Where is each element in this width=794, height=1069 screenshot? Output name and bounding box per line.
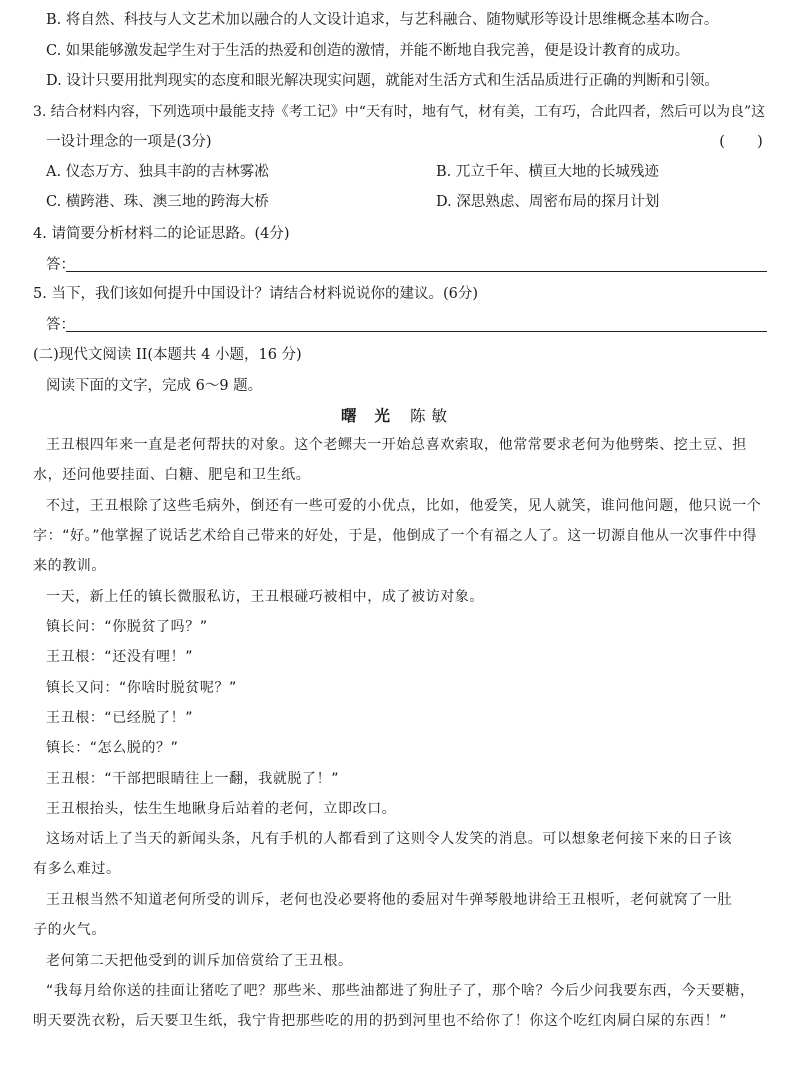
q3-option-d: D. 深思熟虑、周密布局的探月计划 [436,194,660,210]
story-title-text: 曙光 [340,406,408,425]
q3-stem-line1: 3. 结合材料内容，下列选项中最能支持《考工记》中“天有时，地有气，材有美，工有巧，合此四者，然后可以为良”这 [33,104,766,120]
q3-stem-line2: 一设计理念的一项是(3分) [46,134,212,150]
q3-option-a: A. 仪态万方、独具丰韵的吉林雾凇 [46,164,269,180]
story-line: 镇长又问：“你啥时脱贫呢？” [46,680,237,696]
story-title [0,405,794,427]
story-line: 老何第二天把他受到的训斥加倍赏给了王丑根。 [46,953,353,969]
story-line: 镇长：“怎么脱的？” [46,740,179,756]
story-line: 镇长问：“你脱贫了吗？” [46,619,208,635]
q5-answer-line[interactable] [66,331,767,332]
story-line: 这场对话上了当天的新闻头条，凡有手机的人都看到了这则令人发笑的消息。可以想象老何接下来的日子该 [46,831,733,847]
q3-answer-bracket[interactable]: ( ) [719,134,763,150]
story-line: 王丑根：“干部把眼睛往上一翻，我就脱了！” [46,771,340,787]
story-line: 子的火气。 [33,922,106,938]
story-line: 王丑根抬头，怯生生地瞅身后站着的老何，立即改口。 [46,801,397,817]
q4-answer-label: 答： [46,257,75,273]
q2-option-d: D. 设计只要用批判现实的态度和眼光解决现实问题，就能对生活方式和生活品质进行正确的判断和引领。 [46,73,719,89]
story-line: 王丑根：“已经脱了！” [46,710,194,726]
story-author: 陈敏 [410,407,454,425]
q4-answer-line[interactable] [66,271,767,272]
story-line: 王丑根当然不知道老何所受的训斥，老何也没必要将他的委屈对牛弹琴般地讲给王丑根听，老何就窝了一肚 [46,892,733,908]
story-line: 来的教训。 [33,558,106,574]
q3-option-b: B. 兀立千年、横亘大地的长城残迹 [436,164,659,180]
q5-answer-label: 答： [46,317,75,333]
story-line: 字：“好。”他掌握了说话艺术给自己带来的好处，于是，他倒成了一个有福之人了。这一切源自他从一次事件中得 [33,528,758,544]
section-instruction: 阅读下面的文字，完成 6～9 题。 [46,378,263,394]
story-line: 有多么难过。 [33,861,121,877]
story-line: 王丑根四年来一直是老何帮扶的对象。这个老鳏夫一开始总喜欢索取，他常常要求老何为他劈柴、挖土豆、担 [46,437,747,453]
story-line: 明天要洗衣粉，后天要卫生纸，我宁肯把那些吃的用的扔到河里也不给你了！你这个吃红肉屙白屎的东西！” [33,1013,728,1029]
story-line: 一天，新上任的镇长微服私访，王丑根碰巧被相中，成了被访对象。 [46,589,484,605]
q5-stem: 5. 当下，我们该如何提升中国设计？请结合材料说说你的建议。(6分) [33,286,478,302]
section-heading: (二)现代文阅读 II(本题共 4 小题，16 分) [33,347,302,363]
story-line: 不过，王丑根除了这些毛病外，倒还有一些可爱的小优点，比如，他爱笑，见人就笑，谁问他问题，他只说一个 [46,498,762,514]
q2-option-c: C. 如果能够激发起学生对于生活的热爱和创造的激情，并能不断地自我完善，便是设计教育的成功。 [46,43,690,59]
story-line: “我每月给你送的挂面让猪吃了吧？那些米、那些油都进了狗肚子了，那个啥？今后少问我要东西，今天要糖， [46,983,755,999]
q3-option-c: C. 横跨港、珠、澳三地的跨海大桥 [46,194,269,210]
story-line: 水，还问他要挂面、白糖、肥皂和卫生纸。 [33,467,311,483]
q4-stem: 4. 请简要分析材料二的论证思路。(4分) [33,226,290,242]
q2-option-b: B. 将自然、科技与人文艺术加以融合的人文设计追求，与艺科融合、随物赋形等设计思维概念基本吻合。 [46,12,719,28]
story-line: 王丑根：“还没有哩！” [46,649,194,665]
